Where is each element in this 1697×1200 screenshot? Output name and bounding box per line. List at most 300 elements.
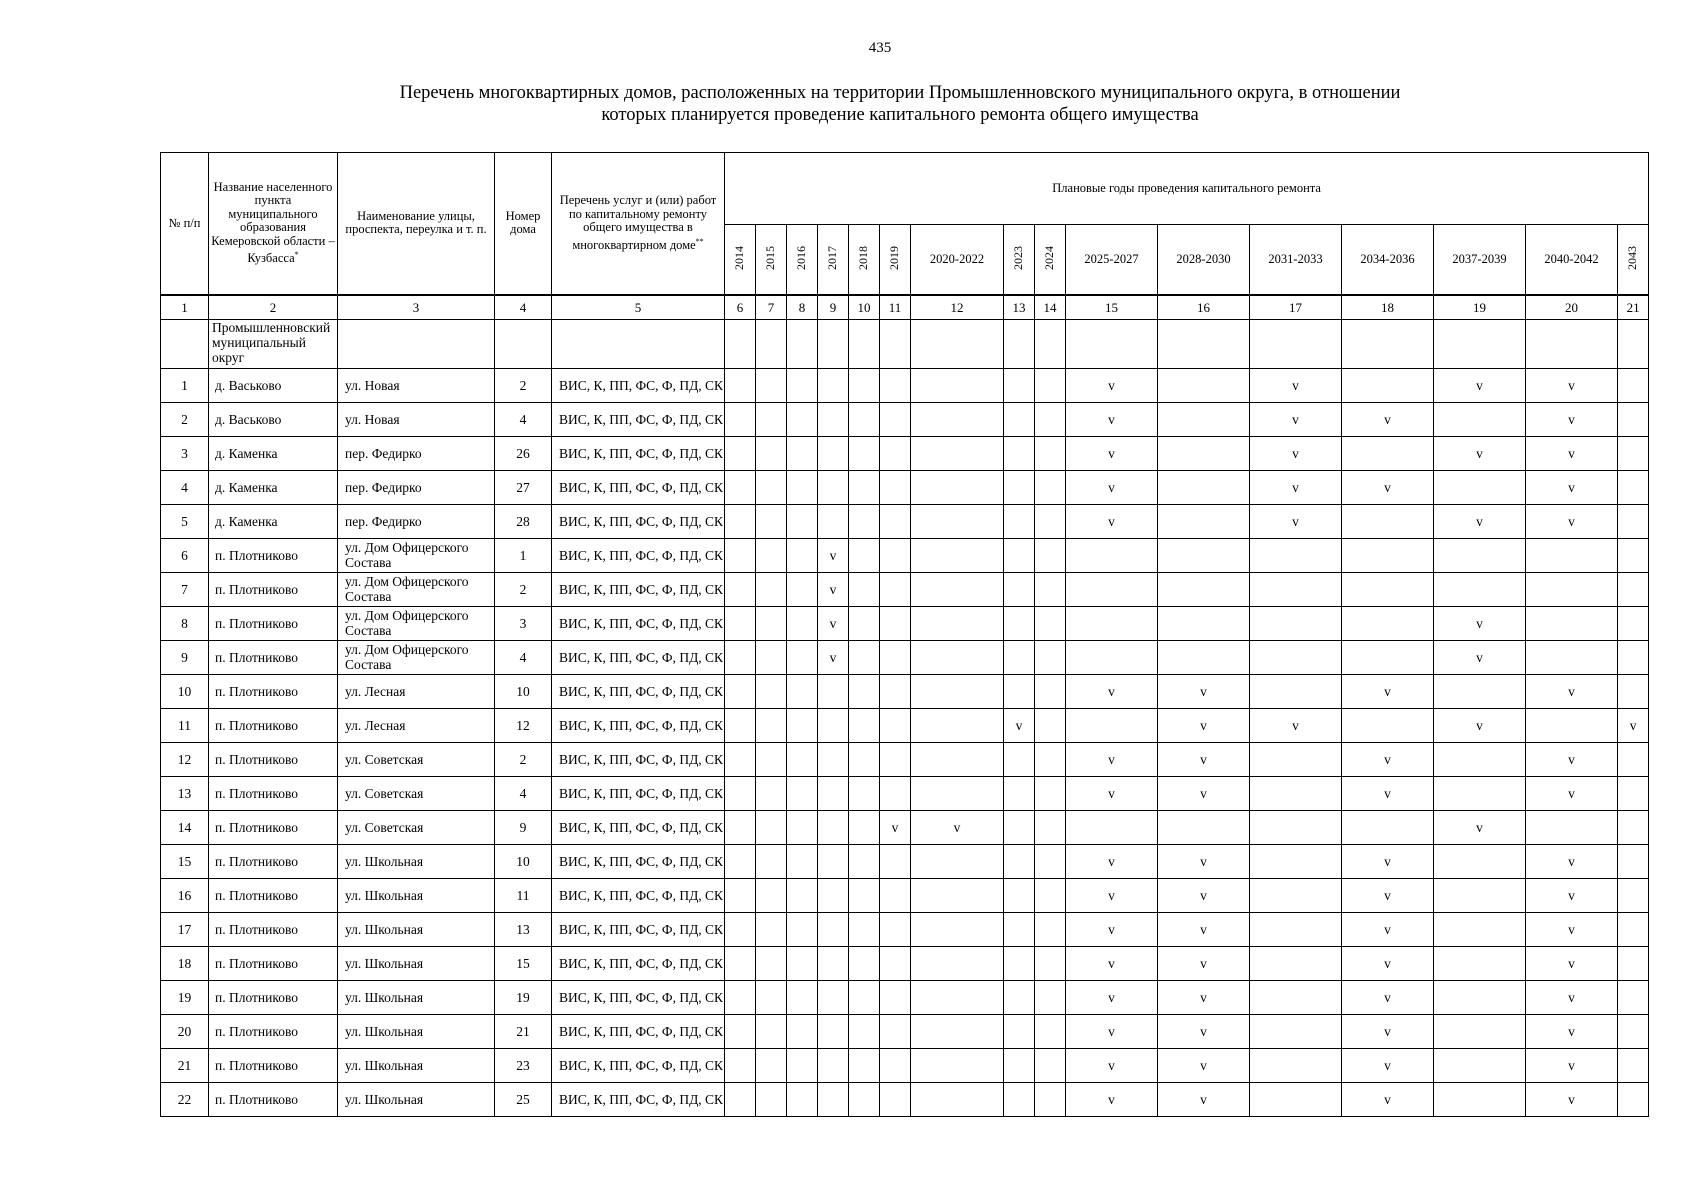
row-number: 10 <box>161 674 209 708</box>
check-mark: v <box>1342 470 1434 504</box>
year-cell <box>880 1014 911 1048</box>
year-cell <box>880 640 911 674</box>
year-cell <box>1066 606 1158 640</box>
year-cell <box>880 1082 911 1116</box>
year-cell <box>1434 674 1526 708</box>
year-cell <box>880 1048 911 1082</box>
year-cell <box>1004 776 1035 810</box>
check-mark: v <box>1342 878 1434 912</box>
header-year-15 <box>1618 225 1649 295</box>
house-number-cell: 28 <box>495 504 552 538</box>
check-mark: v <box>1066 742 1158 776</box>
year-cell <box>849 878 880 912</box>
year-cell <box>1004 436 1035 470</box>
check-mark: v <box>818 572 849 606</box>
year-cell <box>756 368 787 402</box>
year-cell <box>818 844 849 878</box>
year-cell <box>725 980 756 1014</box>
year-cell <box>787 742 818 776</box>
check-mark: v <box>1250 402 1342 436</box>
row-number: 18 <box>161 946 209 980</box>
year-cell <box>1004 504 1035 538</box>
year-cell <box>849 368 880 402</box>
year-cell <box>756 810 787 844</box>
house-number-cell: 4 <box>495 402 552 436</box>
year-cell <box>756 674 787 708</box>
check-mark: v <box>1526 946 1618 980</box>
works-cell: ВИС, К, ПП, ФС, Ф, ПД, СК <box>552 674 725 708</box>
year-cell <box>880 504 911 538</box>
header-year-label: 2019 <box>887 245 902 270</box>
district-name: Промышленновский муниципальный округ <box>209 319 338 368</box>
year-cell <box>756 708 787 742</box>
check-mark: v <box>1526 844 1618 878</box>
check-mark: v <box>1526 402 1618 436</box>
check-mark: v <box>1250 368 1342 402</box>
year-cell <box>1434 1048 1526 1082</box>
check-mark: v <box>1342 844 1434 878</box>
year-cell <box>880 844 911 878</box>
year-cell <box>756 776 787 810</box>
year-cell <box>1158 470 1250 504</box>
year-cell <box>1035 878 1066 912</box>
year-cell <box>849 572 880 606</box>
year-cell <box>1526 810 1618 844</box>
year-cell <box>818 912 849 946</box>
year-cell <box>1250 1048 1342 1082</box>
year-cell <box>818 504 849 538</box>
check-mark: v <box>1526 1082 1618 1116</box>
year-cell <box>1434 1014 1526 1048</box>
check-mark: v <box>1066 436 1158 470</box>
check-mark: v <box>1250 708 1342 742</box>
year-cell <box>1618 640 1649 674</box>
row-number: 20 <box>161 1014 209 1048</box>
check-mark: v <box>1342 1082 1434 1116</box>
house-number-cell: 27 <box>495 470 552 504</box>
header-year-2 <box>787 225 818 295</box>
header-years-group: Плановые годы проведения капитального ремонта <box>725 153 1649 225</box>
year-cell <box>849 708 880 742</box>
house-number-cell: 10 <box>495 844 552 878</box>
year-cell <box>725 878 756 912</box>
year-cell <box>1066 640 1158 674</box>
year-cell <box>1066 810 1158 844</box>
year-cell <box>1342 538 1434 572</box>
year-cell <box>756 1048 787 1082</box>
year-cell <box>849 912 880 946</box>
check-mark: v <box>1158 980 1250 1014</box>
header-year-0 <box>725 225 756 295</box>
header-year-label: 2025-2027 <box>1084 251 1139 266</box>
column-number: 5 <box>552 295 725 320</box>
settlement-cell: п. Плотниково <box>209 844 338 878</box>
settlement-cell: д. Васьково <box>209 368 338 402</box>
year-cell <box>1250 606 1342 640</box>
house-number-cell: 11 <box>495 878 552 912</box>
row-number: 3 <box>161 436 209 470</box>
settlement-cell: п. Плотниково <box>209 1048 338 1082</box>
settlement-cell: д. Каменка <box>209 470 338 504</box>
year-cell <box>787 946 818 980</box>
year-cell <box>1250 912 1342 946</box>
header-works <box>552 153 725 295</box>
street-cell: пер. Федирко <box>338 504 495 538</box>
table-row <box>161 742 1649 776</box>
works-cell: ВИС, К, ПП, ФС, Ф, ПД, СК <box>552 1048 725 1082</box>
check-mark: v <box>1066 1082 1158 1116</box>
year-cell <box>1342 640 1434 674</box>
settlement-cell: п. Плотниково <box>209 606 338 640</box>
house-number-cell: 23 <box>495 1048 552 1082</box>
year-cell <box>911 368 1004 402</box>
year-cell <box>1004 1014 1035 1048</box>
year-cell <box>1618 776 1649 810</box>
column-number: 4 <box>495 295 552 320</box>
year-cell <box>1004 980 1035 1014</box>
table-row <box>161 538 1649 572</box>
table-row <box>161 810 1649 844</box>
year-cell <box>880 470 911 504</box>
check-mark: v <box>1004 708 1035 742</box>
check-mark: v <box>1526 436 1618 470</box>
header-year-10 <box>1158 225 1250 295</box>
year-cell <box>1035 640 1066 674</box>
year-cell <box>880 912 911 946</box>
street-cell: ул. Школьная <box>338 912 495 946</box>
year-cell <box>1004 844 1035 878</box>
year-cell <box>1250 538 1342 572</box>
row-number: 13 <box>161 776 209 810</box>
column-number: 3 <box>338 295 495 320</box>
works-cell: ВИС, К, ПП, ФС, Ф, ПД, СК <box>552 402 725 436</box>
street-cell: ул. Школьная <box>338 946 495 980</box>
header-year-label: 2031-2033 <box>1268 251 1323 266</box>
works-cell: ВИС, К, ПП, ФС, Ф, ПД, СК <box>552 368 725 402</box>
year-cell <box>880 538 911 572</box>
column-number: 6 <box>725 295 756 320</box>
year-cell <box>756 1014 787 1048</box>
settlement-cell: д. Каменка <box>209 436 338 470</box>
header-year-label: 2034-2036 <box>1360 251 1415 266</box>
year-cell <box>787 878 818 912</box>
column-number: 17 <box>1250 295 1342 320</box>
header-year-label: 2020-2022 <box>929 251 985 266</box>
year-cell <box>1004 1082 1035 1116</box>
column-number: 8 <box>787 295 818 320</box>
year-cell <box>880 878 911 912</box>
street-cell: ул. Дом Офицерского Состава <box>338 606 495 640</box>
street-cell: ул. Лесная <box>338 674 495 708</box>
check-mark: v <box>1158 844 1250 878</box>
year-cell <box>787 504 818 538</box>
year-cell <box>787 1014 818 1048</box>
check-mark: v <box>880 810 911 844</box>
year-cell <box>818 402 849 436</box>
year-cell <box>880 368 911 402</box>
year-cell <box>1158 504 1250 538</box>
year-cell <box>1035 742 1066 776</box>
year-cell <box>1035 980 1066 1014</box>
works-cell: ВИС, К, ПП, ФС, Ф, ПД, СК <box>552 1082 725 1116</box>
year-cell <box>725 368 756 402</box>
year-cell <box>1158 572 1250 606</box>
table-row <box>161 368 1649 402</box>
house-number-cell: 4 <box>495 776 552 810</box>
year-cell <box>1618 436 1649 470</box>
year-cell <box>787 1082 818 1116</box>
year-cell <box>1250 980 1342 1014</box>
check-mark: v <box>1526 504 1618 538</box>
year-cell <box>818 946 849 980</box>
year-cell <box>787 470 818 504</box>
header-street: Наименование улицы, проспекта, переулка и т. п. <box>338 153 495 295</box>
street-cell: ул. Школьная <box>338 1048 495 1082</box>
check-mark: v <box>1526 912 1618 946</box>
year-cell <box>1618 538 1649 572</box>
year-cell <box>849 946 880 980</box>
row-number: 2 <box>161 402 209 436</box>
works-cell: ВИС, К, ПП, ФС, Ф, ПД, СК <box>552 572 725 606</box>
header-year-label: 2040-2042 <box>1544 251 1599 266</box>
year-cell <box>787 402 818 436</box>
column-number: 7 <box>756 295 787 320</box>
works-cell: ВИС, К, ПП, ФС, Ф, ПД, СК <box>552 640 725 674</box>
header-year-7 <box>1004 225 1035 295</box>
check-mark: v <box>1342 980 1434 1014</box>
year-cell <box>1618 470 1649 504</box>
year-cell <box>1035 810 1066 844</box>
table-row <box>161 470 1649 504</box>
year-cell <box>911 606 1004 640</box>
street-cell: ул. Дом Офицерского Состава <box>338 572 495 606</box>
year-cell <box>911 538 1004 572</box>
year-cell <box>1618 878 1649 912</box>
header-year-label: 2016 <box>794 245 809 270</box>
year-cell <box>1035 470 1066 504</box>
header-year-label: 2024 <box>1042 245 1057 270</box>
check-mark: v <box>1342 674 1434 708</box>
year-cell <box>1004 878 1035 912</box>
year-cell <box>818 1048 849 1082</box>
year-cell <box>1434 402 1526 436</box>
year-cell <box>756 1082 787 1116</box>
check-mark: v <box>1066 946 1158 980</box>
year-cell <box>880 946 911 980</box>
header-year-14 <box>1526 225 1618 295</box>
year-cell <box>880 402 911 436</box>
year-cell <box>1434 776 1526 810</box>
column-number: 9 <box>818 295 849 320</box>
table-row <box>161 946 1649 980</box>
year-cell <box>1250 810 1342 844</box>
row-number: 1 <box>161 368 209 402</box>
check-mark: v <box>1158 776 1250 810</box>
check-mark: v <box>1066 504 1158 538</box>
header-year-13 <box>1434 225 1526 295</box>
year-cell <box>818 776 849 810</box>
year-cell <box>1035 572 1066 606</box>
works-cell: ВИС, К, ПП, ФС, Ф, ПД, СК <box>552 946 725 980</box>
column-number: 12 <box>911 295 1004 320</box>
check-mark: v <box>1066 402 1158 436</box>
year-cell <box>725 572 756 606</box>
year-cell <box>911 912 1004 946</box>
year-cell <box>1618 504 1649 538</box>
works-cell: ВИС, К, ПП, ФС, Ф, ПД, СК <box>552 810 725 844</box>
header-year-label: 2017 <box>825 245 840 270</box>
year-cell <box>1158 606 1250 640</box>
year-cell <box>725 946 756 980</box>
year-cell <box>1526 640 1618 674</box>
column-number: 19 <box>1434 295 1526 320</box>
check-mark: v <box>1250 436 1342 470</box>
year-cell <box>725 538 756 572</box>
year-cell <box>1250 640 1342 674</box>
check-mark: v <box>1158 1082 1250 1116</box>
street-cell: ул. Школьная <box>338 844 495 878</box>
year-cell <box>1004 742 1035 776</box>
table-row <box>161 1082 1649 1116</box>
year-cell <box>1158 368 1250 402</box>
year-cell <box>756 878 787 912</box>
house-number-cell: 12 <box>495 708 552 742</box>
settlement-cell: п. Плотниково <box>209 640 338 674</box>
year-cell <box>1004 912 1035 946</box>
year-cell <box>849 470 880 504</box>
year-cell <box>1066 572 1158 606</box>
year-cell <box>1434 470 1526 504</box>
row-number: 12 <box>161 742 209 776</box>
header-year-label: 2018 <box>856 245 871 270</box>
header-works-text: Перечень услуг и (или) работ по капитальному ремонту общего имущества в многоквартирном доме <box>559 193 717 252</box>
year-cell <box>725 1048 756 1082</box>
year-cell <box>911 946 1004 980</box>
year-cell <box>1004 946 1035 980</box>
year-cell <box>1035 538 1066 572</box>
check-mark: v <box>1434 640 1526 674</box>
column-number: 15 <box>1066 295 1158 320</box>
year-cell <box>1250 572 1342 606</box>
header-settlement-footnote-mark: * <box>294 250 299 260</box>
check-mark: v <box>1526 470 1618 504</box>
year-cell <box>849 810 880 844</box>
header-year-label: 2043 <box>1625 245 1640 270</box>
year-cell <box>818 810 849 844</box>
settlement-cell: п. Плотниково <box>209 912 338 946</box>
year-cell <box>1004 1048 1035 1082</box>
year-cell <box>849 674 880 708</box>
year-cell <box>725 606 756 640</box>
row-number: 5 <box>161 504 209 538</box>
column-number: 10 <box>849 295 880 320</box>
year-cell <box>1618 606 1649 640</box>
check-mark: v <box>1434 368 1526 402</box>
year-cell <box>1618 402 1649 436</box>
settlement-cell: п. Плотниково <box>209 946 338 980</box>
year-cell <box>1035 946 1066 980</box>
year-cell <box>756 504 787 538</box>
house-number-cell: 13 <box>495 912 552 946</box>
year-cell <box>725 742 756 776</box>
street-cell: ул. Дом Офицерского Состава <box>338 640 495 674</box>
year-cell <box>1618 912 1649 946</box>
year-cell <box>911 844 1004 878</box>
row-number: 17 <box>161 912 209 946</box>
year-cell <box>1434 946 1526 980</box>
year-cell <box>1004 606 1035 640</box>
check-mark: v <box>1158 946 1250 980</box>
column-number: 20 <box>1526 295 1618 320</box>
year-cell <box>725 674 756 708</box>
settlement-cell: д. Васьково <box>209 402 338 436</box>
column-number: 2 <box>209 295 338 320</box>
year-cell <box>1250 878 1342 912</box>
year-cell <box>1618 1082 1649 1116</box>
year-cell <box>1004 572 1035 606</box>
year-cell <box>756 606 787 640</box>
year-cell <box>1434 844 1526 878</box>
year-cell <box>756 844 787 878</box>
year-cell <box>849 402 880 436</box>
row-number: 7 <box>161 572 209 606</box>
check-mark: v <box>1066 980 1158 1014</box>
year-cell <box>1618 946 1649 980</box>
column-number: 16 <box>1158 295 1250 320</box>
year-cell <box>880 606 911 640</box>
year-cell <box>849 844 880 878</box>
year-cell <box>849 742 880 776</box>
year-cell <box>756 946 787 980</box>
year-cell <box>911 504 1004 538</box>
year-cell <box>849 606 880 640</box>
settlement-cell: п. Плотниково <box>209 674 338 708</box>
header-year-1 <box>756 225 787 295</box>
header-year-label: 2015 <box>763 245 778 270</box>
year-cell <box>911 776 1004 810</box>
year-cell <box>849 1048 880 1082</box>
settlement-cell: п. Плотниково <box>209 776 338 810</box>
table-row <box>161 912 1649 946</box>
year-cell <box>1434 980 1526 1014</box>
year-cell <box>880 436 911 470</box>
header-year-8 <box>1035 225 1066 295</box>
year-cell <box>1004 470 1035 504</box>
check-mark: v <box>1066 470 1158 504</box>
year-cell <box>1035 912 1066 946</box>
year-cell <box>1004 402 1035 436</box>
works-cell: ВИС, К, ПП, ФС, Ф, ПД, СК <box>552 742 725 776</box>
check-mark: v <box>1342 402 1434 436</box>
row-number: 6 <box>161 538 209 572</box>
check-mark: v <box>1526 674 1618 708</box>
check-mark: v <box>1342 742 1434 776</box>
year-cell <box>756 640 787 674</box>
year-cell <box>725 402 756 436</box>
year-cell <box>787 1048 818 1082</box>
year-cell <box>911 640 1004 674</box>
year-cell <box>911 1082 1004 1116</box>
year-cell <box>1066 538 1158 572</box>
year-cell <box>1250 946 1342 980</box>
column-number: 21 <box>1618 295 1649 320</box>
table-row <box>161 878 1649 912</box>
works-cell: ВИС, К, ПП, ФС, Ф, ПД, СК <box>552 470 725 504</box>
year-cell <box>1004 674 1035 708</box>
check-mark: v <box>1066 1014 1158 1048</box>
year-cell <box>1035 504 1066 538</box>
year-cell <box>787 606 818 640</box>
